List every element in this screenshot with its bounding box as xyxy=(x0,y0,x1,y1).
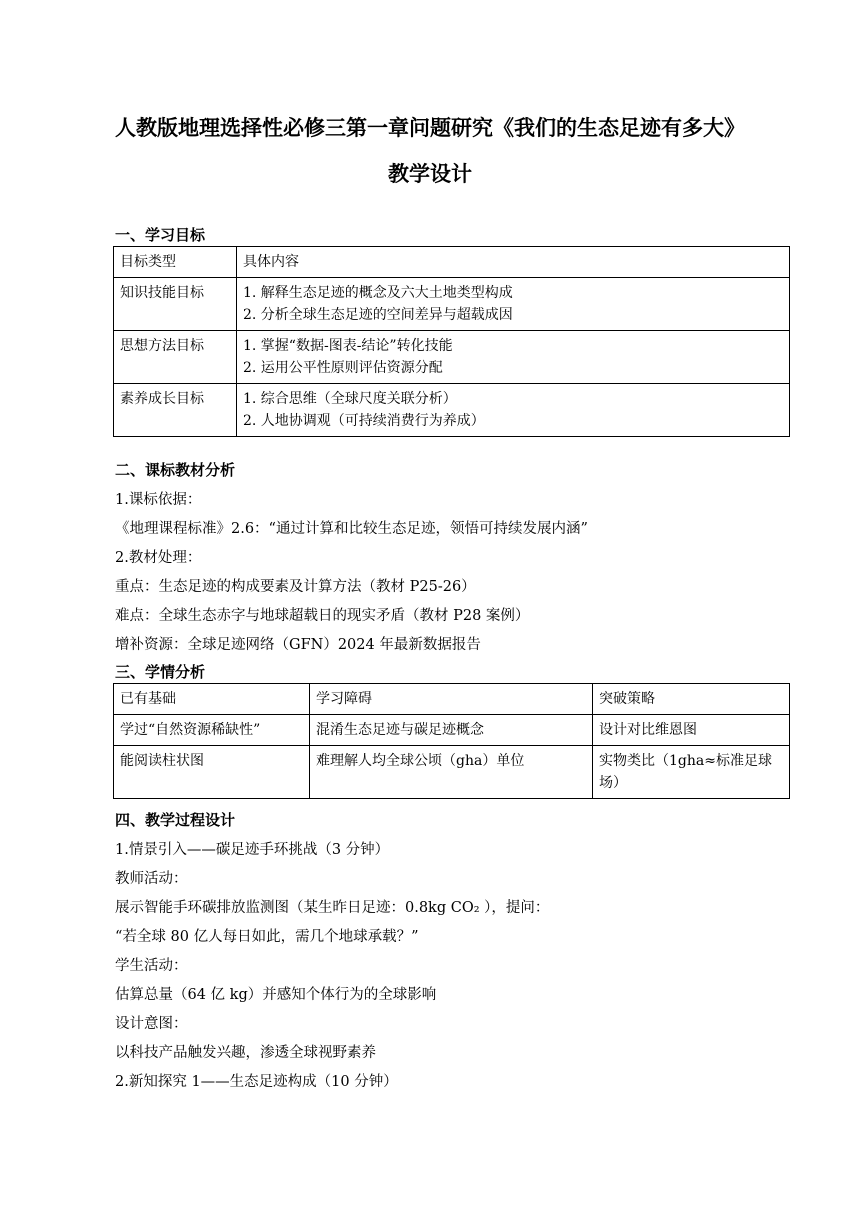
table-cell: 难理解人均全球公顷（gha）单位 xyxy=(310,746,593,799)
objective-type: 知识技能目标 xyxy=(114,278,237,331)
paragraph-line: 估算总量（64 亿 kg）并感知个体行为的全球影响 xyxy=(115,987,437,1003)
objective-content xyxy=(237,331,790,384)
objective-item: 1. 综合思维（全球尺度关联分析） xyxy=(243,391,457,407)
objective-item: 2. 人地协调观（可持续消费行为养成） xyxy=(243,413,485,429)
table-row xyxy=(114,278,790,331)
objective-item: 1. 掌握“数据-图表-结论”转化技能 xyxy=(243,338,453,354)
paragraph-line: “若全球 80 亿人每日如此，需几个地球承载？” xyxy=(115,929,419,945)
document-subtitle: 教学设计 xyxy=(388,162,472,186)
paragraph-line: 学生活动： xyxy=(115,958,188,974)
table-cell: 实物类比（1gha≈标准足球场） xyxy=(593,746,790,799)
objective-type: 素养成长目标 xyxy=(114,384,237,437)
table-header-cell: 已有基础 xyxy=(114,684,310,715)
objective-item: 1. 解释生态足迹的概念及六大土地类型构成 xyxy=(243,285,513,301)
table-cell: 设计对比维恩图 xyxy=(593,715,790,746)
section-heading-curriculum: 二、课标教材分析 xyxy=(115,461,236,479)
objective-item: 2. 分析全球生态足迹的空间差异与超载成因 xyxy=(243,307,513,323)
paragraph-line: 难点：全球生态赤字与地球超载日的现实矛盾（教材 P28 案例） xyxy=(115,608,530,624)
paragraph-line: 以科技产品触发兴趣，渗透全球视野素养 xyxy=(115,1045,376,1061)
paragraph-line: 2.教材处理： xyxy=(115,550,202,566)
table-header-cell: 突破策略 xyxy=(593,684,790,715)
paragraph-line: 展示智能手环碳排放监测图（某生昨日足迹：0.8kg CO₂ ），提问： xyxy=(115,900,550,916)
section-heading-process: 四、教学过程设计 xyxy=(115,811,236,829)
table-header-row xyxy=(114,247,790,278)
table-row xyxy=(114,715,790,746)
objective-content xyxy=(237,278,790,331)
section-heading-learners: 三、学情分析 xyxy=(115,663,206,681)
table-cell: 学过“自然资源稀缺性” xyxy=(114,715,310,746)
learner-analysis-table xyxy=(113,683,790,799)
table-cell: 能阅读柱状图 xyxy=(114,746,310,799)
objective-type: 思想方法目标 xyxy=(114,331,237,384)
table-header-cell: 学习障碍 xyxy=(310,684,593,715)
objective-content xyxy=(237,384,790,437)
objective-item: 2. 运用公平性原则评估资源分配 xyxy=(243,360,443,376)
paragraph-line: 设计意图： xyxy=(115,1016,188,1032)
document-title: 人教版地理选择性必修三第一章问题研究《我们的生态足迹有多大》 xyxy=(115,116,745,140)
table-row xyxy=(114,331,790,384)
table-header-cell: 目标类型 xyxy=(114,247,237,278)
paragraph-line: 增补资源：全球足迹网络（GFN）2024 年最新数据报告 xyxy=(115,637,481,653)
paragraph-line: 重点：生态足迹的构成要素及计算方法（教材 P25-26） xyxy=(115,579,476,595)
table-row xyxy=(114,384,790,437)
table-cell: 混淆生态足迹与碳足迹概念 xyxy=(310,715,593,746)
objectives-table xyxy=(113,246,790,437)
paragraph-line: 2.新知探究 1——生态足迹构成（10 分钟） xyxy=(115,1074,398,1090)
paragraph-line: 《地理课程标准》2.6：“通过计算和比较生态足迹，领悟可持续发展内涵” xyxy=(115,521,588,537)
paragraph-line: 教师活动： xyxy=(115,871,188,887)
paragraph-line: 1.情景引入——碳足迹手环挑战（3 分钟） xyxy=(115,842,390,858)
table-row xyxy=(114,746,790,799)
table-header-cell: 具体内容 xyxy=(237,247,790,278)
table-header-row xyxy=(114,684,790,715)
section-heading-objectives: 一、学习目标 xyxy=(115,226,206,244)
paragraph-line: 1.课标依据： xyxy=(115,492,202,508)
